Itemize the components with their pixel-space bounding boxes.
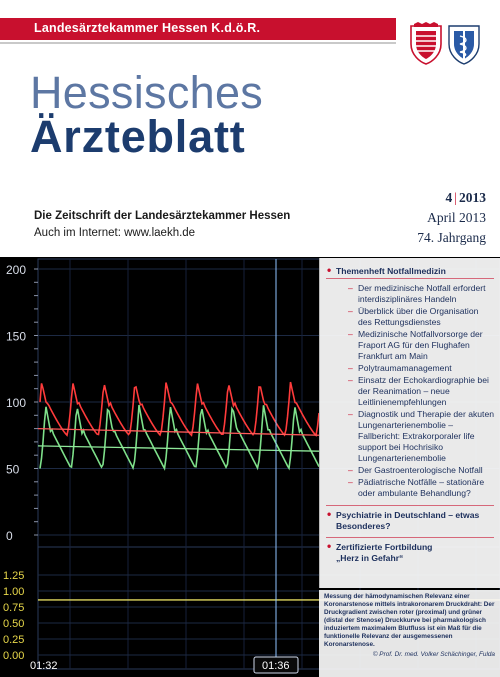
- caption-credit: © Prof. Dr. med. Volker Schächinger, Fulda: [372, 651, 495, 658]
- header-divider: [0, 42, 396, 44]
- toc-section-psychiatrie[interactable]: • Psychiatrie in Deutschland – etwas Besonderes?: [326, 510, 494, 532]
- upper-tick-label: 0: [6, 529, 13, 543]
- issue-info: [417, 190, 486, 246]
- hessen-crest-icon: [408, 22, 444, 66]
- upper-tick-label: 50: [6, 462, 20, 477]
- cover-caption: [319, 590, 500, 677]
- upper-tick-label: 150: [6, 329, 27, 344]
- toc-divider: [326, 505, 494, 506]
- time-left-label: 01:32: [30, 660, 58, 672]
- time-cursor-label: 01:36: [262, 660, 290, 672]
- masthead-subtitle: Die Zeitschrift der Landesärztekammer Hessen: [34, 210, 291, 222]
- toc-item[interactable]: – Medizinische Notfallvorsorge der Fraport AG für den Flughafen Frankfurt am Main: [326, 329, 494, 362]
- lower-tick-label: 0.50: [3, 618, 25, 630]
- toc-divider: [326, 278, 494, 279]
- upper-tick-label: 200: [6, 263, 27, 277]
- toc-panel: [319, 258, 500, 588]
- issue-number: 4 | 2013: [445, 190, 486, 205]
- masthead-title-line1: Hessisches: [30, 67, 264, 118]
- masthead-title-line2: Ärzteblatt: [30, 111, 246, 162]
- lower-tick-label: 0.25: [3, 634, 25, 646]
- toc-item[interactable]: – Polytraumamanagement: [326, 363, 494, 374]
- toc-section-title[interactable]: • Themenheft Notfallmedizin: [326, 266, 494, 277]
- org-banner: [0, 18, 396, 40]
- toc-item[interactable]: – Der Gastroenterologische Notfall: [326, 465, 494, 476]
- lower-tick-label: 0.75: [3, 602, 25, 614]
- toc-item[interactable]: – Einsatz der Echokardiographie bei der Reanimation – neue Leitlinienempfehlungen: [326, 375, 494, 408]
- issue-volume: 74. Jahrgang: [417, 230, 486, 245]
- org-name: Landesärztekammer Hessen K.d.ö.R.: [34, 21, 261, 35]
- masthead-website[interactable]: Auch im Internet: www.laekh.de: [34, 227, 196, 239]
- toc-section-fortbildung-sub: „Herz in Gefahr“: [336, 553, 404, 563]
- trend-series-red: [38, 429, 320, 436]
- lower-tick-label: 1.00: [3, 586, 25, 598]
- toc-list: [326, 283, 494, 499]
- lower-tick-label: 1.25: [3, 570, 25, 582]
- toc-divider: [326, 537, 494, 538]
- toc-item[interactable]: – Pädiatrische Notfälle – stationäre oder ambulante Behandlung?: [326, 477, 494, 499]
- aesculapian-staff-icon: [446, 22, 482, 66]
- pressure-series-red: [40, 382, 319, 435]
- pressure-series-green: [40, 405, 319, 469]
- toc-section-fortbildung[interactable]: • Zertifizierte Fortbildung: [326, 542, 494, 553]
- toc-item[interactable]: – Überblick über die Organisation des Rettungsdienstes: [326, 306, 494, 328]
- caption-text: Messung der hämodynamischen Relevanz einer Koronarstenose mittels intrakoronarem Druckdraht: Der Druckgradient zwischen roter (proximal) und grüner (distal der Stenose) Druckkurve bei pharmakologisch induziertem maximalem Blutfluss ist ein Maß für die funktionelle Relevanz der ausgemessenen Koronarstenose.: [324, 593, 495, 648]
- upper-tick-label: 100: [6, 396, 27, 410]
- toc-item[interactable]: – Diagnostik und Therapie der akuten Lungenarterienembolie – Fallbericht: Extrakorporaler life support bei Hochrisiko Lungenarterienembolie: [326, 409, 494, 464]
- issue-month: April 2013: [427, 210, 486, 225]
- lower-tick-label: 0.00: [3, 650, 25, 662]
- toc-item[interactable]: – Der medizinische Notfall erfordert interdisziplinäres Handeln: [326, 283, 494, 305]
